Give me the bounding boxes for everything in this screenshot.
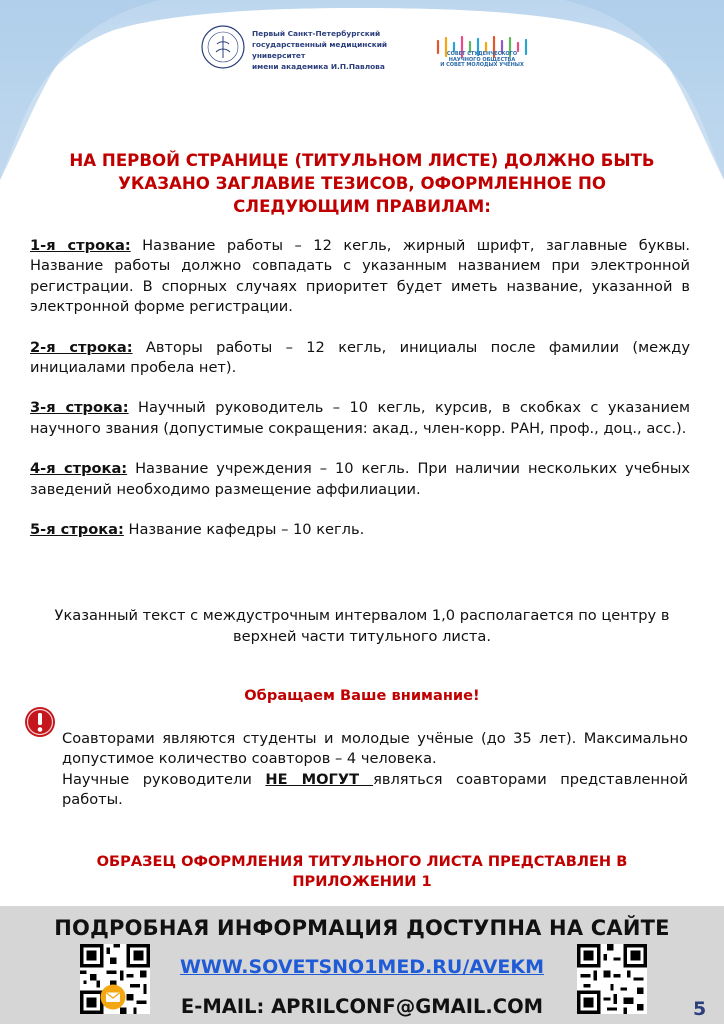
rule-line-3 <box>30 398 690 439</box>
alert-icon <box>24 706 56 738</box>
council-line: СОВЕТ СТУДЕНЧЕСКОГО <box>446 51 518 57</box>
rule-text: Название учреждения – 10 кегль. При наличии нескольких учебных заведений необходимо размещение аффилиации. <box>30 460 690 498</box>
header-logos <box>200 22 540 82</box>
university-logo-icon <box>200 24 246 70</box>
rule-line-1 <box>30 236 690 318</box>
qr-code-icon[interactable] <box>577 944 647 1014</box>
title-line: УКАЗАНО ЗАГЛАВИЕ ТЕЗИСОВ, ОФОРМЛЕННОЕ ПО <box>118 174 606 193</box>
notice-emphasis: НЕ МОГУТ <box>265 770 374 788</box>
sample-line: ПРИЛОЖЕНИИ 1 <box>292 873 432 890</box>
rule-line-5 <box>30 520 690 540</box>
notice-text: Научные руководители <box>62 770 266 788</box>
university-line: имени академика И.П.Павлова <box>252 62 385 71</box>
rule-label: 4-я строка: <box>30 460 128 478</box>
council-name <box>432 52 532 69</box>
page-title <box>40 149 684 218</box>
title-line: НА ПЕРВОЙ СТРАНИЦЕ (ТИТУЛЬНОМ ЛИСТЕ) ДОЛЖНО БЫТЬ <box>69 151 655 170</box>
sample-line: ОБРАЗЕЦ ОФОРМЛЕНИЯ ТИТУЛЬНОГО ЛИСТА ПРЕДСТАВЛЕН В <box>96 853 628 870</box>
sample-reference <box>40 852 684 892</box>
university-name <box>252 28 422 72</box>
center-note: Указанный текст с междустрочным интервалом 1,0 располагается по центру в верхней части титульного листа. <box>54 607 670 645</box>
rule-line-2 <box>30 338 690 379</box>
notice-paragraph: Соавторами являются студенты и молодые учёные (до 35 лет). Максимально допустимое количество соавторов – 4 человека. <box>62 730 688 768</box>
footer-title: ПОДРОБНАЯ ИНФОРМАЦИЯ ДОСТУПНА НА САЙТЕ <box>54 916 670 940</box>
university-line: государственный медицинский университет <box>252 40 388 60</box>
rule-text: Авторы работы – 12 кегль, инициалы после фамилии (между инициалами пробела нет). <box>30 338 690 377</box>
title-line: СЛЕДУЮЩИМ ПРАВИЛАМ: <box>233 197 491 216</box>
council-line: НАУЧНОГО ОБЩЕСТВА <box>448 56 516 63</box>
council-line: И СОВЕТ МОЛОДЫХ УЧЁНЫХ <box>440 62 524 69</box>
attention-heading: Обращаем Ваше внимание! <box>244 687 480 704</box>
notice-paragraph <box>62 770 688 811</box>
rule-text: Название кафедры – 10 кегль. <box>123 521 365 539</box>
rule-label: 5-я строка: <box>30 521 124 539</box>
rule-line-4 <box>30 459 690 500</box>
rule-text: Название работы – 12 кегль, жирный шрифт, заглавные буквы. Название работы должно совпадать с указанным названием при электронной регистрации. В спорных случаях приоритет будет иметь название, указанной в электронной форме регистрации. <box>30 237 690 316</box>
rule-label: 2-я строка: <box>30 338 133 356</box>
notice-text: являться соавторами представленной работы. <box>62 770 688 809</box>
rule-label: 3-я строка: <box>30 399 129 417</box>
email-address[interactable]: E-MAIL: APRILCONF@GMAIL.COM <box>180 995 544 1018</box>
website-link[interactable]: WWW.SOVETSNO1MED.RU/AVEKM <box>179 956 545 978</box>
footer <box>0 906 724 1024</box>
formatting-rules <box>30 236 690 560</box>
rule-label: 1-я строка: <box>30 237 131 254</box>
rule-text: Научный руководитель – 10 кегль, курсив, в скобках с указанием научного звания (допустимые сокращения: акад., член-корр. РАН, проф., доц., асс.). <box>30 399 690 437</box>
university-line: Первый Санкт-Петербургский <box>252 29 381 38</box>
coauthor-notice <box>62 729 688 811</box>
page-number: 5 <box>693 998 707 1020</box>
